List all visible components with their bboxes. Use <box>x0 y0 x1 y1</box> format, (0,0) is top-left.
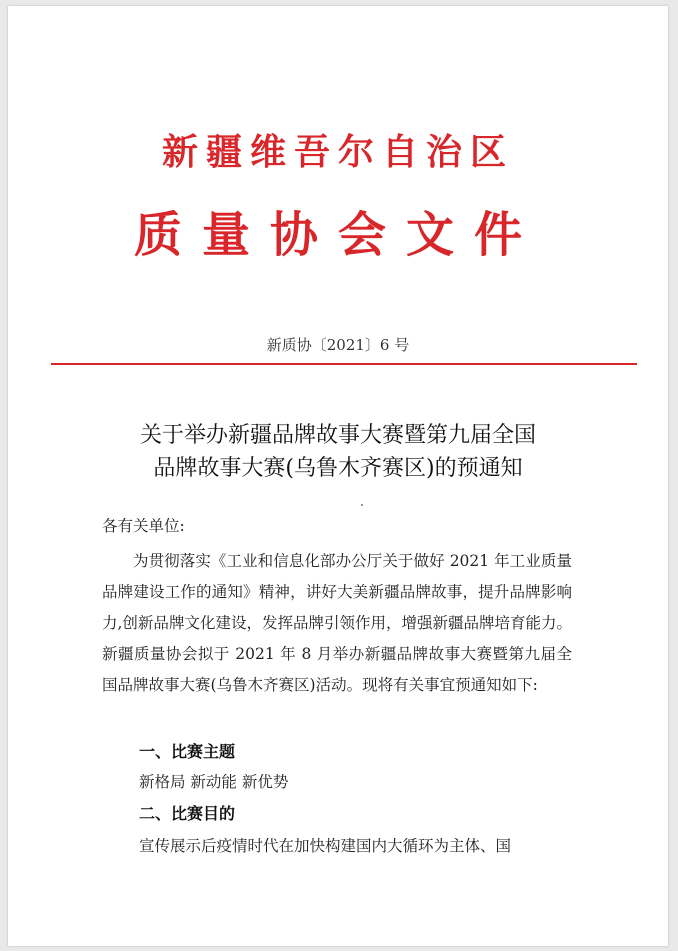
salutation: 各有关单位: <box>102 517 185 535</box>
issuer-name-line1: 新疆维吾尔自治区 <box>161 132 514 173</box>
section2-content: 宣传展示后疫情时代在加快构建国内大循环为主体、国 <box>139 837 512 855</box>
section2-heading: 二、比赛目的 <box>139 804 236 823</box>
red-divider-line <box>51 363 637 365</box>
scan-speck <box>361 504 363 506</box>
section1-content: 新格局 新动能 新优势 <box>139 773 289 791</box>
issuer-name-line2: 质量协会文件 <box>133 207 542 263</box>
document-title <box>8 419 668 485</box>
intro-paragraph: 为贯彻落实《工业和信息化部办公厅关于做好 2021 年工业质量品牌建设工作的通知》精神，讲好大美新疆品牌故事，提升品牌影响力,创新品牌文化建设，发挥品牌引领作用，增强新疆品牌培育能力。新疆质量协会拟于 2021 年 8 月举办新疆品牌故事大赛暨第九届全国品牌故事大赛(乌鲁木齐赛区)活动。现将有关事宜预通知如下: <box>102 552 572 694</box>
section1-heading: 一、比赛主题 <box>139 742 236 761</box>
title-line1: 关于举办新疆品牌故事大赛暨第九届全国 <box>139 423 536 448</box>
document-page <box>8 6 668 946</box>
document-number: 新质协〔2021〕6 号 <box>266 336 410 354</box>
title-line2: 品牌故事大赛(乌鲁木齐赛区)的预通知 <box>153 456 523 481</box>
